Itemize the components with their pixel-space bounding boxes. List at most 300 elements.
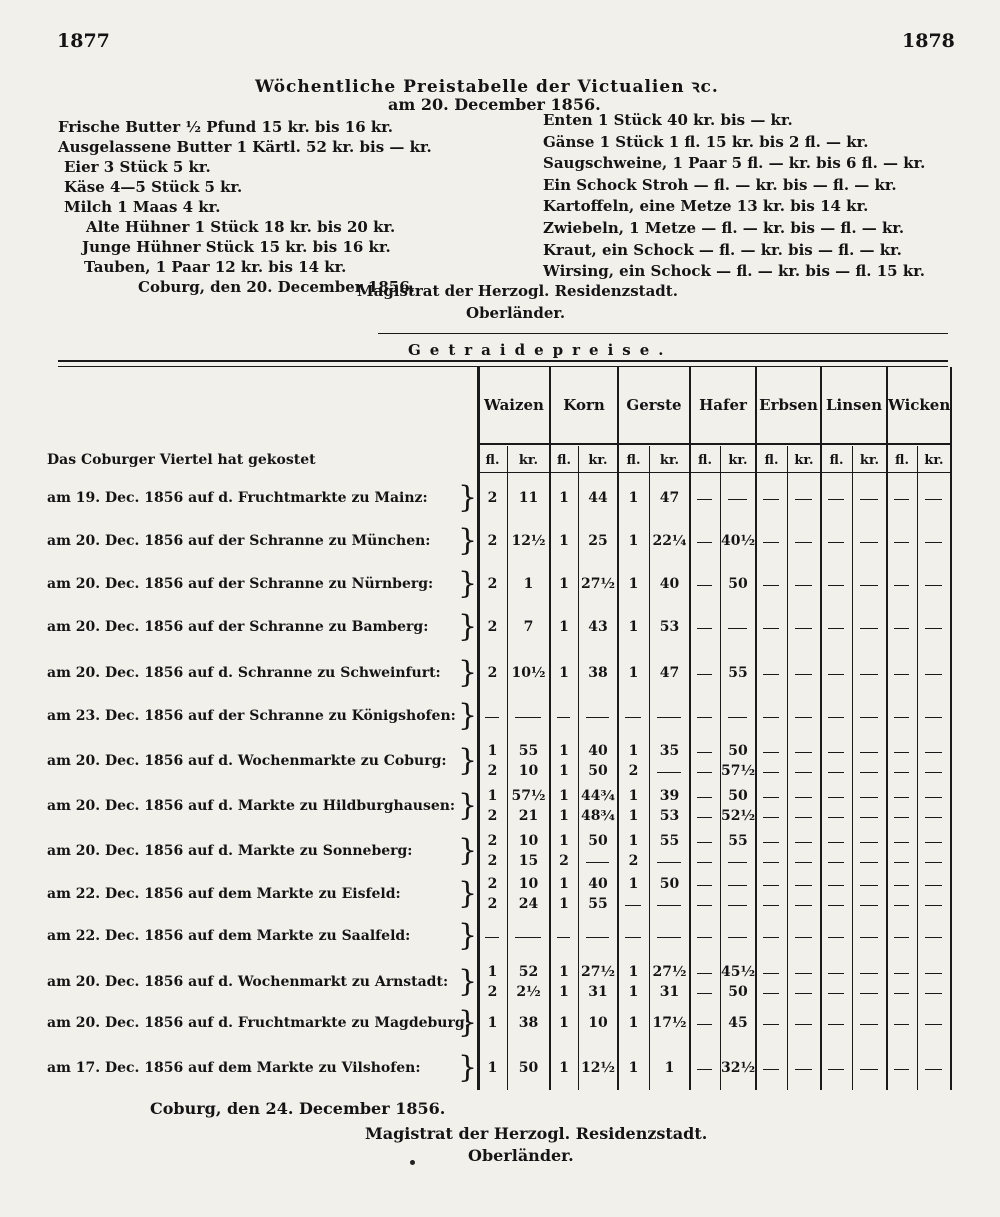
table-cell: 1: [559, 876, 569, 892]
table-cell: 10: [518, 763, 539, 779]
empty-dash: [860, 585, 878, 586]
table-cell: 1: [628, 808, 639, 824]
empty-dash: [763, 905, 779, 906]
market-label: am 20. Dec. 1856 auf der Schranne zu München:: [47, 533, 431, 549]
empty-dash: [828, 973, 844, 974]
table-cell: 15: [518, 853, 539, 869]
table-cell: 1: [559, 533, 569, 549]
list-item: Eier 3 Stück 5 kr.: [64, 158, 211, 176]
empty-dash: [728, 628, 747, 629]
empty-dash: [795, 993, 812, 994]
empty-dash: [828, 674, 844, 675]
table-cell: 50: [588, 833, 608, 849]
empty-dash: [763, 862, 779, 863]
brace-mark: }: [458, 480, 478, 515]
section-divider: [378, 333, 948, 334]
table-cell: 2: [487, 619, 498, 635]
empty-dash: [763, 797, 779, 798]
list-item: Kraut, ein Schock — fl. — kr. bis — fl. — kr.: [543, 240, 902, 259]
empty-dash: [925, 542, 942, 543]
table-cell: 1: [628, 964, 639, 980]
unit-label: kr.: [518, 453, 539, 468]
table-cell: 1: [559, 788, 569, 804]
table-top-rule: [58, 360, 948, 362]
empty-dash: [894, 797, 909, 798]
unit-label: fl.: [764, 453, 779, 468]
empty-dash: [828, 885, 844, 886]
table-cell: 2: [487, 808, 498, 824]
column-header: Linsen: [825, 396, 883, 414]
footer-signer: Oberländer.: [468, 1146, 574, 1165]
victuals-signature: Magistrat der Herzogl. Residenzstadt.: [357, 282, 678, 300]
empty-dash: [697, 772, 712, 773]
footer-signature: Magistrat der Herzogl. Residenzstadt.: [365, 1124, 708, 1143]
empty-dash: [894, 717, 909, 718]
empty-dash: [925, 973, 942, 974]
empty-dash: [925, 937, 942, 938]
empty-dash: [795, 674, 812, 675]
brace-mark: }: [458, 523, 478, 558]
empty-dash: [860, 1024, 878, 1025]
page-number-left: 1877: [57, 30, 110, 52]
empty-dash: [894, 585, 909, 586]
table-cell: 12½: [511, 533, 546, 549]
unit-label: fl.: [557, 453, 571, 468]
empty-dash: [894, 973, 909, 974]
empty-dash: [763, 542, 779, 543]
unit-label: fl.: [485, 453, 500, 468]
empty-dash: [925, 628, 942, 629]
column-rule: [617, 367, 619, 1090]
market-label: am 20. Dec. 1856 auf d. Markte zu Hildburghausen:: [47, 798, 456, 814]
empty-dash: [763, 993, 779, 994]
footer-date: Coburg, den 24. December 1856.: [150, 1099, 446, 1118]
empty-dash: [894, 628, 909, 629]
table-cell: 1: [487, 743, 498, 759]
column-header: Korn: [563, 396, 605, 414]
empty-dash: [894, 752, 909, 753]
table-cell: 1: [559, 576, 569, 592]
empty-dash: [795, 717, 812, 718]
unit-label: kr.: [794, 453, 814, 468]
empty-dash: [925, 862, 942, 863]
unit-label: fl.: [829, 453, 844, 468]
table-cell: 22¼: [652, 533, 687, 549]
table-cell: 47: [659, 490, 680, 506]
table-cell: 10½: [511, 665, 546, 681]
empty-dash: [697, 1069, 712, 1070]
table-cell: 44: [588, 490, 608, 506]
empty-dash: [894, 885, 909, 886]
empty-dash: [925, 885, 942, 886]
empty-dash: [860, 973, 878, 974]
table-cell: 24: [518, 896, 539, 912]
list-item: Kartoffeln, eine Metze 13 kr. bis 14 kr.: [543, 197, 869, 216]
market-label: am 22. Dec. 1856 auf dem Markte zu Saalfeld:: [47, 928, 411, 944]
table-cell: 1: [628, 576, 639, 592]
table-cell: 50: [728, 576, 748, 592]
empty-dash: [860, 817, 878, 818]
empty-dash: [485, 937, 499, 938]
table-cell: 1: [628, 833, 639, 849]
unit-label: fl.: [626, 453, 641, 468]
table-cell: 55: [518, 743, 539, 759]
victuals-date: am 20. December 1856.: [388, 95, 601, 114]
table-cell: 1: [559, 619, 569, 635]
empty-dash: [763, 937, 779, 938]
empty-dash: [828, 542, 844, 543]
empty-dash: [697, 817, 712, 818]
grain-basis-label: Das Coburger Viertel hat gekostet: [47, 452, 316, 468]
header-rule: [477, 443, 950, 445]
table-cell: 2: [559, 853, 569, 869]
empty-dash: [557, 937, 570, 938]
table-cell: 50: [728, 743, 748, 759]
column-header: Hafer: [699, 396, 747, 414]
empty-dash: [894, 772, 909, 773]
table-cell: 1: [559, 808, 569, 824]
table-cell: 11: [518, 490, 539, 506]
empty-dash: [828, 717, 844, 718]
empty-dash: [728, 717, 747, 718]
empty-dash: [586, 862, 609, 863]
empty-dash: [697, 628, 712, 629]
empty-dash: [860, 905, 878, 906]
table-cell: 1: [487, 788, 498, 804]
empty-dash: [697, 862, 712, 863]
subcolumn-rule: [787, 446, 788, 1090]
column-rule: [886, 367, 888, 1090]
table-cell: 1: [559, 743, 569, 759]
column-rule: [689, 367, 691, 1090]
list-item: Milch 1 Maas 4 kr.: [64, 198, 221, 216]
table-cell: 1: [487, 1060, 498, 1076]
brace-mark: }: [458, 1050, 478, 1085]
column-rule: [820, 367, 822, 1090]
brace-mark: }: [458, 876, 478, 911]
table-cell: 44¾: [580, 788, 616, 804]
market-label: am 20. Dec. 1856 auf d. Markte zu Sonneberg:: [47, 843, 413, 859]
empty-dash: [763, 674, 779, 675]
victuals-right-list: [543, 110, 925, 283]
table-cell: 40: [588, 876, 608, 892]
empty-dash: [828, 993, 844, 994]
empty-dash: [795, 973, 812, 974]
table-cell: 43: [588, 619, 608, 635]
table-cell: 32½: [721, 1060, 756, 1076]
market-label: am 17. Dec. 1856 auf dem Markte zu Vilshofen:: [47, 1060, 421, 1076]
empty-dash: [795, 885, 812, 886]
table-cell: 55: [659, 833, 680, 849]
column-header: Waizen: [484, 396, 544, 414]
brace-mark: }: [458, 698, 478, 733]
table-cell: 35: [659, 743, 680, 759]
brace-mark: }: [458, 964, 478, 999]
empty-dash: [860, 797, 878, 798]
empty-dash: [657, 717, 681, 718]
column-rule: [477, 367, 480, 1090]
column-header: Wicken: [888, 396, 951, 414]
table-cell: 53: [659, 619, 680, 635]
table-cell: 48¾: [580, 808, 616, 824]
table-cell: 40: [588, 743, 608, 759]
header-rule: [477, 472, 950, 473]
empty-dash: [828, 797, 844, 798]
empty-dash: [795, 772, 812, 773]
list-item: Alte Hühner 1 Stück 18 kr. bis 20 kr.: [86, 218, 396, 236]
market-label: am 23. Dec. 1856 auf der Schranne zu Königshofen:: [47, 708, 456, 724]
empty-dash: [894, 542, 909, 543]
brace-mark: }: [458, 918, 478, 953]
table-cell: 1: [628, 665, 639, 681]
table-cell: 50: [728, 788, 748, 804]
table-cell: 2: [487, 984, 498, 1000]
table-cell: 52½: [721, 808, 756, 824]
table-cell: 2: [487, 853, 498, 869]
empty-dash: [860, 772, 878, 773]
empty-dash: [763, 752, 779, 753]
table-cell: 2: [487, 533, 498, 549]
empty-dash: [828, 937, 844, 938]
table-cell: 38: [518, 1015, 539, 1031]
empty-dash: [697, 973, 712, 974]
table-cell: 2½: [516, 984, 541, 1000]
empty-dash: [728, 885, 747, 886]
empty-dash: [728, 499, 747, 500]
subcolumn-rule: [852, 446, 853, 1090]
table-cell: 1: [628, 984, 639, 1000]
empty-dash: [697, 674, 712, 675]
table-cell: 31: [659, 984, 680, 1000]
empty-dash: [894, 674, 909, 675]
empty-dash: [763, 1024, 779, 1025]
empty-dash: [828, 842, 844, 843]
list-item: Enten 1 Stück 40 kr. bis — kr.: [543, 111, 793, 129]
empty-dash: [894, 817, 909, 818]
empty-dash: [515, 717, 541, 718]
empty-dash: [860, 842, 878, 843]
market-label: am 19. Dec. 1856 auf d. Fruchtmarkte zu Mainz:: [47, 490, 428, 506]
table-cell: 55: [728, 665, 748, 681]
table-cell: 10: [518, 876, 539, 892]
list-item: Ein Schock Stroh — fl. — kr. bis — fl. — kr.: [543, 175, 897, 194]
brace-mark: }: [458, 788, 478, 823]
table-cell: 38: [588, 665, 608, 681]
brace-mark: }: [458, 743, 478, 778]
empty-dash: [697, 585, 712, 586]
empty-dash: [925, 772, 942, 773]
market-label: am 20. Dec. 1856 auf d. Wochenmarkt zu Arnstadt:: [47, 974, 449, 990]
table-cell: 1: [559, 833, 569, 849]
list-item: Gänse 1 Stück 1 fl. 15 kr. bis 2 fl. — kr.: [543, 132, 869, 151]
table-cell: 1: [628, 1015, 639, 1031]
market-label: am 20. Dec. 1856 auf d. Fruchtmarkte zu Magdeburg:: [47, 1015, 470, 1031]
victuals-local-date: Coburg, den 20. December 1856.: [138, 278, 415, 296]
table-cell: 1: [628, 876, 639, 892]
empty-dash: [515, 937, 541, 938]
empty-dash: [728, 862, 747, 863]
empty-dash: [925, 717, 942, 718]
victuals-left-list: [58, 117, 432, 297]
empty-dash: [657, 937, 681, 938]
table-cell: 27½: [652, 964, 687, 980]
empty-dash: [925, 797, 942, 798]
table-cell: 39: [659, 788, 680, 804]
table-cell: 1: [559, 665, 569, 681]
table-cell: 1: [559, 984, 569, 1000]
brace-mark: }: [458, 609, 478, 644]
table-cell: 47: [659, 665, 680, 681]
unit-label: fl.: [895, 453, 909, 468]
empty-dash: [925, 1024, 942, 1025]
unit-label: fl.: [698, 453, 712, 468]
table-cell: 50: [728, 984, 748, 1000]
victuals-signer: Oberländer.: [466, 304, 566, 322]
empty-dash: [894, 905, 909, 906]
table-cell: 1: [628, 490, 639, 506]
market-label: am 20. Dec. 1856 auf d. Wochenmarkte zu Coburg:: [47, 753, 447, 769]
table-cell: 7: [523, 619, 534, 635]
table-cell: 55: [588, 896, 608, 912]
table-cell: 1: [559, 763, 569, 779]
brace-mark: }: [458, 655, 478, 690]
empty-dash: [925, 1069, 942, 1070]
empty-dash: [828, 862, 844, 863]
empty-dash: [860, 1069, 878, 1070]
empty-dash: [894, 993, 909, 994]
empty-dash: [795, 752, 812, 753]
empty-dash: [728, 905, 747, 906]
list-item: Käse 4—5 Stück 5 kr.: [64, 178, 243, 196]
column-header: Erbsen: [759, 396, 818, 414]
empty-dash: [894, 862, 909, 863]
market-label: am 20. Dec. 1856 auf der Schranne zu Nürnberg:: [47, 576, 434, 592]
column-header: Gerste: [626, 396, 682, 414]
table-cell: 1: [523, 576, 534, 592]
empty-dash: [697, 797, 712, 798]
table-cell: 57½: [511, 788, 546, 804]
table-cell: 53: [659, 808, 680, 824]
page-number-right: 1878: [902, 30, 955, 52]
table-cell: 1: [487, 1015, 498, 1031]
empty-dash: [860, 993, 878, 994]
empty-dash: [795, 628, 812, 629]
empty-dash: [625, 937, 641, 938]
empty-dash: [860, 937, 878, 938]
table-cell: 2: [628, 853, 639, 869]
empty-dash: [697, 752, 712, 753]
empty-dash: [763, 885, 779, 886]
empty-dash: [828, 499, 844, 500]
empty-dash: [763, 973, 779, 974]
table-cell: 10: [588, 1015, 608, 1031]
table-cell: 31: [588, 984, 608, 1000]
empty-dash: [657, 905, 681, 906]
empty-dash: [894, 1069, 909, 1070]
empty-dash: [763, 817, 779, 818]
market-label: am 22. Dec. 1856 auf dem Markte zu Eisfeld:: [47, 886, 401, 902]
table-cell: 1: [628, 533, 639, 549]
empty-dash: [697, 499, 712, 500]
empty-dash: [925, 817, 942, 818]
empty-dash: [795, 842, 812, 843]
brace-mark: }: [458, 566, 478, 601]
empty-dash: [795, 797, 812, 798]
empty-dash: [485, 717, 499, 718]
empty-dash: [925, 585, 942, 586]
empty-dash: [828, 628, 844, 629]
empty-dash: [657, 772, 681, 773]
empty-dash: [860, 885, 878, 886]
table-cell: 40: [659, 576, 680, 592]
empty-dash: [697, 905, 712, 906]
empty-dash: [625, 905, 641, 906]
table-cell: 50: [518, 1060, 539, 1076]
table-cell: 1: [664, 1060, 675, 1076]
unit-label: kr.: [659, 453, 680, 468]
list-item: Frische Butter ½ Pfund 15 kr. bis 16 kr.: [58, 118, 394, 136]
victuals-title: Wöchentliche Preistabelle der Victualien ꝛc.: [255, 77, 719, 97]
empty-dash: [894, 842, 909, 843]
empty-dash: [828, 772, 844, 773]
empty-dash: [697, 937, 712, 938]
table-cell: 12½: [580, 1060, 616, 1076]
ink-dot: [410, 1160, 415, 1165]
unit-label: kr.: [859, 453, 880, 468]
column-rule: [549, 367, 551, 1090]
table-cell: 52: [518, 964, 539, 980]
empty-dash: [925, 752, 942, 753]
table-top-rule-2: [58, 366, 948, 367]
empty-dash: [894, 937, 909, 938]
grain-title: Getraidepreise.: [408, 341, 673, 359]
empty-dash: [925, 842, 942, 843]
table-cell: 17½: [652, 1015, 687, 1031]
empty-dash: [925, 499, 942, 500]
table-cell: 40½: [721, 533, 756, 549]
brace-mark: }: [458, 833, 478, 868]
empty-dash: [860, 674, 878, 675]
table-cell: 25: [588, 533, 608, 549]
table-cell: 2: [487, 876, 498, 892]
empty-dash: [728, 937, 747, 938]
empty-dash: [925, 993, 942, 994]
list-item: Wirsing, ein Schock — fl. — kr. bis — fl. 15 kr.: [543, 262, 925, 281]
table-cell: 2: [628, 763, 639, 779]
empty-dash: [763, 628, 779, 629]
empty-dash: [828, 585, 844, 586]
empty-dash: [657, 862, 681, 863]
empty-dash: [828, 817, 844, 818]
table-cell: 2: [487, 896, 498, 912]
empty-dash: [860, 628, 878, 629]
unit-label: kr.: [588, 453, 608, 468]
empty-dash: [795, 542, 812, 543]
empty-dash: [925, 905, 942, 906]
empty-dash: [697, 717, 712, 718]
empty-dash: [925, 674, 942, 675]
list-item: Tauben, 1 Paar 12 kr. bis 14 kr.: [84, 258, 347, 276]
table-cell: 1: [628, 743, 639, 759]
table-cell: 1: [559, 896, 569, 912]
empty-dash: [697, 542, 712, 543]
table-cell: 1: [559, 490, 569, 506]
empty-dash: [763, 1069, 779, 1070]
table-cell: 55: [728, 833, 748, 849]
table-cell: 27½: [580, 964, 616, 980]
unit-label: kr.: [924, 453, 944, 468]
table-cell: 1: [628, 1060, 639, 1076]
